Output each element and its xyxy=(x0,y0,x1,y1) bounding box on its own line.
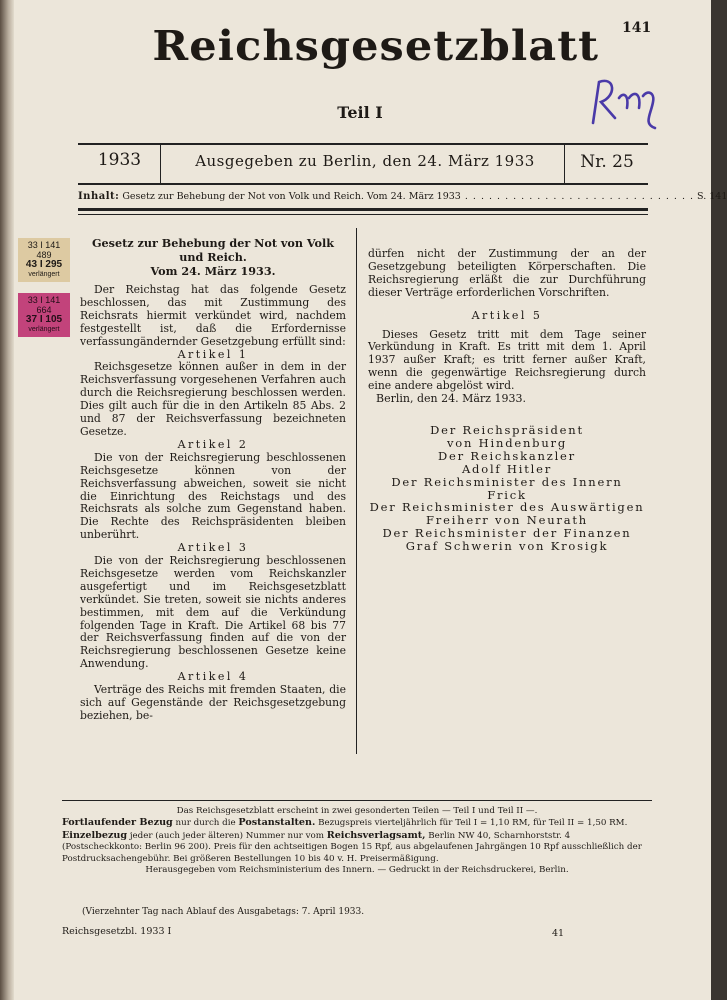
signatory-role: Der Reichsminister des Auswärtigen xyxy=(369,500,645,515)
gazette-title: Reichsgesetzblatt xyxy=(152,22,600,70)
signature-block xyxy=(368,424,646,553)
column-divider xyxy=(356,228,357,754)
masthead-bottom-rule xyxy=(78,183,648,185)
notice-label: Fortlaufender Bezug xyxy=(62,817,173,829)
article-text: Verträge des Reichs mit fremden Staaten, die sich auf Gegenstände der Reichsgesetzgebung beziehen, be- xyxy=(80,683,346,722)
deadline-note: (Vierzehnter Tag nach Ablauf des Ausgabetags: 7. April 1933. xyxy=(82,907,365,917)
stamp-line: verlängert xyxy=(28,271,60,278)
notice-text: Berlin NW 40, Scharnhorststr. 4 (Postscheckkonto: Berlin 96 200). Preis für den achtseitigen Bogen 15 Rpf, aus abgelaufenen Jahrgängen 10 Rpf ausschließlich der Postdrucksachengebühr. Bei größeren Bestellungen 10 bis 40 v. H. Preisermäßigung. xyxy=(62,830,642,864)
contents-rule-thin xyxy=(78,214,648,215)
notice-text: nur durch die xyxy=(172,818,239,829)
article-heading: Artikel 5 xyxy=(471,308,543,322)
stamp-line: 33 I 141 xyxy=(27,295,61,305)
handwritten-initials xyxy=(585,68,665,138)
contents-text: Gesetz zur Behebung der Not von Volk und Reich. Vom 24. März 1933 xyxy=(122,191,461,202)
article-heading: Artikel 2 xyxy=(177,437,249,451)
article-text: Die von der Reichsregierung beschlossenen Reichsgesetze werden vom Reichskanzler ausgefertigt und im Reichsgesetzblatt verkündet. Sie treten, soweit sie nichts anderes bestimmen, mit dem auf die Verkündung folgenden Tage in Kraft. Die Artikel 68 bis 77 der Reichsverfassung finden auf die von der Reichsregierung beschlossenen Gesetze keine Anwendung. xyxy=(80,554,346,671)
stamp-line: 37 I 105 xyxy=(25,314,63,325)
signatory-role: Der Reichsminister der Finanzen xyxy=(382,526,632,541)
footer-rule xyxy=(62,800,652,801)
stamp-line: 43 I 295 xyxy=(25,259,63,270)
article-text-continued: dürfen nicht der Zustimmung der an der Gesetzgebung beteiligten Körperschaften. Die Reichsregierung erläßt die zur Durchführung dieser Verträge erforderlichen Vorschriften. xyxy=(368,247,646,299)
notice-text: jeder (auch jeder älteren) Nummer nur vom xyxy=(127,830,327,841)
signatory-role: Der Reichspräsident xyxy=(430,422,584,437)
left-column xyxy=(80,236,346,723)
sheet-number: 41 xyxy=(552,928,565,939)
article-text: Reichsgesetze können außer in dem in der Reichsverfassung vorgesehenen Verfahren auch durch die Reichsregierung beschlossen werden. Dies gilt auch für die in den Artikeln 85 Abs. 2 und 87 der Reichsverfassung bezeichneten Gesetze. xyxy=(80,360,346,438)
law-date: Vom 24. März 1933. xyxy=(150,264,276,278)
signatory-role: Der Reichsminister des Innern xyxy=(391,474,623,489)
notice-line: Das Reichsgesetzblatt erscheint in zwei gesonderten Teilen — Teil I und Teil II —. xyxy=(176,806,538,816)
contents-line xyxy=(78,191,727,202)
signatory-name: Frick xyxy=(487,487,527,502)
article-text: Die von der Reichsregierung beschlossenen Reichsgesetze können von der Reichsverfassung abweichen, soweit sie nicht die Einrichtung des Reichstags und des Reichsrats als solche zum Gegenstand haben. Die Rechte des Reichspräsidenten bleiben unberührt. xyxy=(80,450,346,542)
archive-stamp xyxy=(18,238,70,282)
notice-label: Postanstalten. xyxy=(238,817,316,829)
notice-label: Einzelbezug xyxy=(62,829,128,841)
stamp-line: 664 xyxy=(36,305,52,315)
masthead-divider xyxy=(564,143,565,185)
signatory-name: Adolf Hitler xyxy=(461,461,553,476)
contents-label: Inhalt: xyxy=(78,191,120,202)
article-heading: Artikel 4 xyxy=(177,670,249,684)
subscription-notice xyxy=(62,817,652,829)
signatory-name: Freiherr von Neurath xyxy=(426,513,588,528)
notice-label: Reichsverlagsamt, xyxy=(326,829,426,841)
signatory-role: Der Reichskanzler xyxy=(438,448,576,463)
binding-edge xyxy=(0,0,14,1000)
article-heading: Artikel 1 xyxy=(177,347,249,361)
issue-number: Nr. 25 xyxy=(580,152,634,172)
publication-notice xyxy=(62,806,652,876)
notice-text: Bezugspreis vierteljährlich für Teil I = 1,10 RM, für Teil II = 1,50 RM. xyxy=(315,818,628,829)
law-preamble: Der Reichstag hat das folgende Gesetz beschlossen, das mit Zustimmung des Reichsrats hiermit verkündet wird, nachdem festgestellt ist, daß die Erfordernisse verfassungändernder Gesetzgebung erfüllt sind: xyxy=(80,283,346,348)
page-number: 141 xyxy=(622,20,652,36)
masthead-divider xyxy=(160,143,161,185)
signature-mark: Reichsgesetzbl. 1933 I xyxy=(62,926,172,937)
part-label: Teil I xyxy=(337,103,383,122)
issue-place-date: Ausgegeben zu Berlin, den 24. März 1933 xyxy=(195,152,535,170)
article-text: Dieses Gesetz tritt mit dem Tage seiner Verkündung in Kraft. Es tritt mit dem 1. April 1937 außer Kraft; es tritt ferner außer Kraft, wenn die gegenwärtige Reichsregierung durch eine andere abgelöst wird. xyxy=(368,327,646,393)
contents-page-ref: S. 141 xyxy=(697,191,727,202)
signatory-name: Graf Schwerin von Krosigk xyxy=(405,539,609,554)
signatory-name: von Hindenburg xyxy=(447,435,567,450)
stamp-line: 489 xyxy=(36,250,52,260)
archive-stamp xyxy=(18,293,70,337)
place-date: Berlin, den 24. März 1933. xyxy=(376,392,526,406)
right-column xyxy=(368,248,646,553)
masthead-top-rule xyxy=(78,143,648,145)
stamp-line: verlängert xyxy=(28,326,60,333)
article-heading: Artikel 3 xyxy=(177,541,249,555)
issue-year: 1933 xyxy=(97,150,142,170)
stamp-line: 33 I 141 xyxy=(27,240,61,250)
law-title: Gesetz zur Behebung der Not von Volk und Reich. xyxy=(92,236,334,264)
publisher-line: Herausgegeben vom Reichsministerium des Innern. — Gedruckt in der Reichsdruckerei, Berlin. xyxy=(145,865,569,876)
contents-rule-thick xyxy=(78,208,648,211)
single-copy-notice xyxy=(62,830,652,865)
contents-dots: . . . . . . . . . . . . . . . . . . . . . . . . . . . . . xyxy=(460,191,695,202)
